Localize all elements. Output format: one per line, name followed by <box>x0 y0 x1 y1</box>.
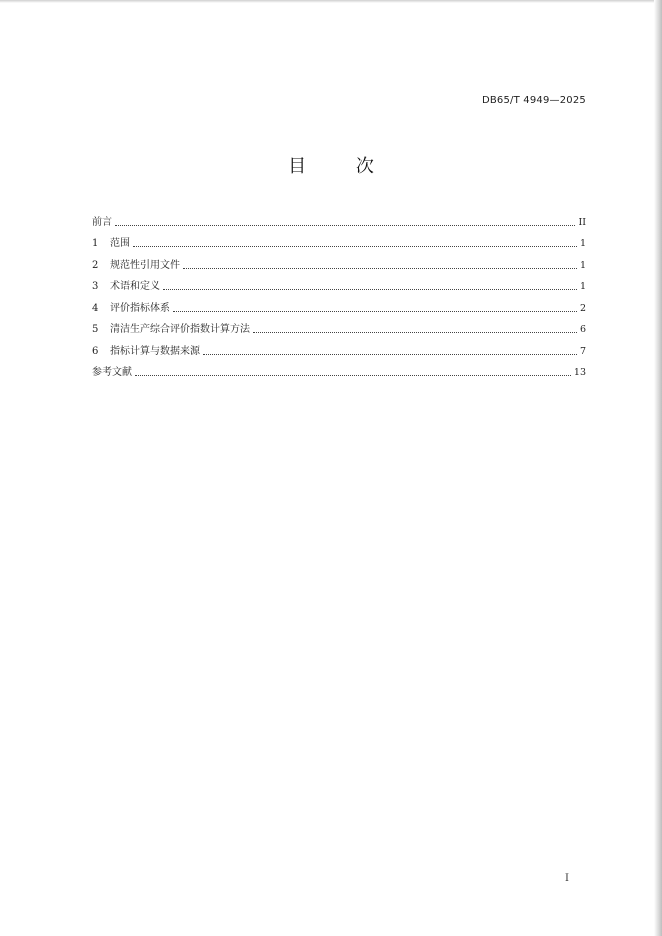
toc-entry-label: 清洁生产综合评价指数计算方法 <box>110 324 250 335</box>
toc-entry-page: 1 <box>579 281 586 292</box>
toc-entry-page: 13 <box>573 367 586 378</box>
toc-entry-label: 评价指标体系 <box>110 302 170 314</box>
toc-entry-page: 7 <box>579 345 586 357</box>
toc-entry-number: 6 <box>92 345 99 357</box>
toc-leader-dots <box>133 246 577 247</box>
toc-entry-3[interactable] <box>92 272 586 294</box>
scan-right-edge <box>654 0 662 936</box>
toc-entry-page: 2 <box>579 302 586 314</box>
toc-entry-number: 3 <box>92 281 99 292</box>
toc-entry-label: 术语和定义 <box>110 281 160 292</box>
toc-entry-label: 参考文献 <box>92 367 132 378</box>
toc-entry-page: 1 <box>579 259 586 271</box>
toc-entry-page: II <box>578 216 586 228</box>
toc-leader-dots <box>173 311 577 312</box>
toc-entry-5[interactable] <box>92 315 586 337</box>
toc-entry-number: 1 <box>92 238 99 249</box>
toc-entry-1[interactable] <box>92 229 586 251</box>
page-title: 目 次 <box>288 156 396 177</box>
toc-entry-number: 2 <box>92 259 99 271</box>
toc-entry-label: 范围 <box>110 238 130 249</box>
toc-entry-label: 前言 <box>92 216 112 228</box>
toc-entry-number: 5 <box>92 324 99 335</box>
scan-top-edge <box>0 0 662 3</box>
toc-entry-6[interactable] <box>92 336 586 358</box>
toc-entry-page: 1 <box>579 238 586 249</box>
toc-entry-preface[interactable] <box>92 207 586 229</box>
toc-leader-dots <box>135 375 571 376</box>
toc-leader-dots <box>253 332 577 333</box>
toc-entry-label: 指标计算与数据来源 <box>110 345 200 357</box>
toc-entry-references[interactable] <box>92 358 586 380</box>
toc-entry-number: 4 <box>92 302 99 314</box>
page-number: I <box>565 873 569 884</box>
toc-entry-label: 规范性引用文件 <box>110 259 180 271</box>
table-of-contents <box>92 207 586 379</box>
toc-entry-2[interactable] <box>92 250 586 272</box>
toc-leader-dots <box>183 268 577 269</box>
toc-leader-dots <box>203 354 577 355</box>
toc-leader-dots <box>163 289 577 290</box>
toc-leader-dots <box>115 225 575 226</box>
toc-entry-4[interactable] <box>92 293 586 315</box>
standard-code: DB65/T 4949—2025 <box>481 95 586 106</box>
toc-entry-page: 6 <box>579 324 586 335</box>
